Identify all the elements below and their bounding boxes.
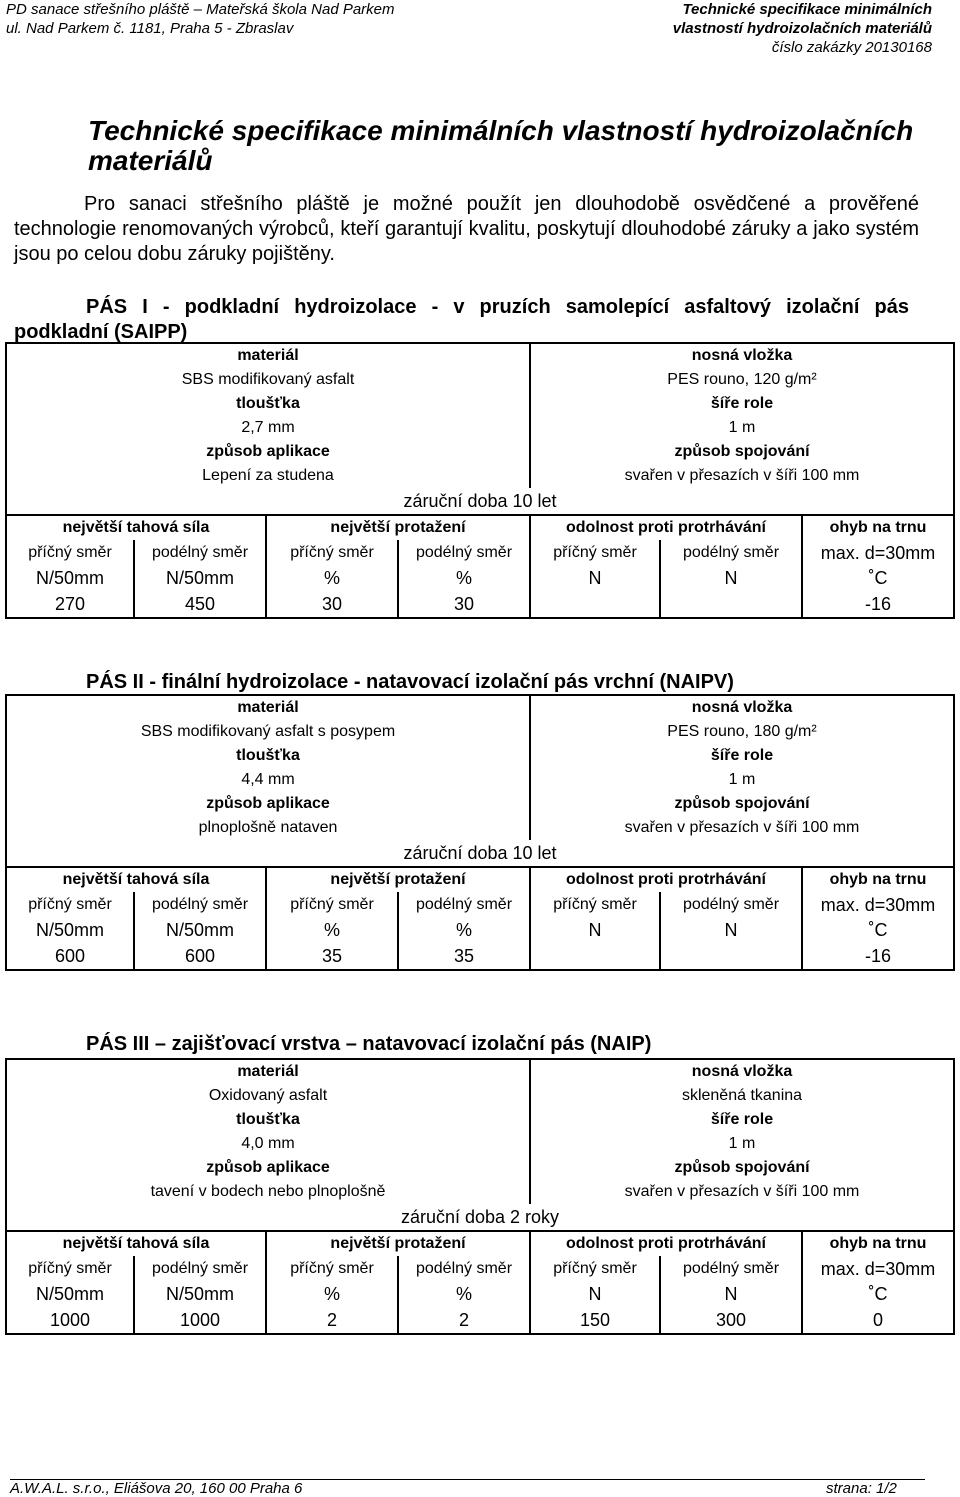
aplikace-value: tavení v bodech nebo plnoplošně	[6, 1180, 530, 1204]
aplikace-label: způsob aplikace	[6, 440, 530, 464]
protazeni-label: největší protažení	[266, 515, 530, 540]
pas2-table	[5, 694, 955, 971]
protazeni-label: největší protažení	[266, 1231, 530, 1256]
unit-percent: %	[398, 1282, 530, 1307]
unit-celsius: ˚C	[802, 566, 954, 591]
dir-podelny: podélný směr	[398, 1256, 530, 1282]
dir-pricny: příčný směr	[6, 1256, 134, 1282]
value-cell	[530, 591, 660, 618]
value-cell: 2	[398, 1307, 530, 1334]
unit-n50: N/50mm	[6, 918, 134, 943]
unit-n: N	[530, 566, 660, 591]
dir-podelny: podélný směr	[134, 1256, 266, 1282]
header-order-number: číslo zakázky 20130168	[771, 39, 932, 56]
dir-pricny: příčný směr	[6, 540, 134, 566]
page-title: Technické specifikace minimálních vlastností hydroizolačních materiálů	[88, 115, 914, 176]
unit-n50: N/50mm	[6, 566, 134, 591]
unit-percent: %	[398, 566, 530, 591]
nosna-label: nosná vložka	[530, 695, 954, 720]
value-cell: 2	[266, 1307, 398, 1334]
tloustka-label: tloušťka	[6, 392, 530, 416]
value-cell: 35	[398, 943, 530, 970]
sire-label: šíře role	[530, 744, 954, 768]
unit-n50: N/50mm	[134, 918, 266, 943]
material-label: materiál	[6, 695, 530, 720]
warranty: záruční doba 2 roky	[6, 1204, 954, 1231]
sire-label: šíře role	[530, 392, 954, 416]
header-left	[6, 0, 395, 38]
mandrel-diameter: max. d=30mm	[802, 892, 954, 918]
unit-n: N	[660, 566, 802, 591]
unit-percent: %	[266, 918, 398, 943]
dir-podelny: podélný směr	[660, 540, 802, 566]
value-cell	[660, 943, 802, 970]
header-right	[673, 0, 932, 57]
material-value: SBS modifikovaný asfalt	[6, 368, 530, 392]
ohyb-label: ohyb na trnu	[802, 1231, 954, 1256]
tloustka-value: 4,0 mm	[6, 1132, 530, 1156]
dir-pricny: příčný směr	[530, 540, 660, 566]
value-cell: 30	[398, 591, 530, 618]
pas1-table	[5, 342, 955, 619]
pas1-title-cont: podkladní (SAIPP)	[14, 321, 188, 343]
dir-pricny: příčný směr	[266, 892, 398, 918]
protazeni-label: největší protažení	[266, 867, 530, 892]
dir-pricny: příčný směr	[530, 1256, 660, 1282]
unit-percent: %	[266, 566, 398, 591]
nosna-value: PES rouno, 180 g/m²	[530, 720, 954, 744]
dir-pricny: příčný směr	[6, 892, 134, 918]
unit-celsius: ˚C	[802, 1282, 954, 1307]
footer-company: A.W.A.L. s.r.o., Eliášova 20, 160 00 Praha 6	[10, 1480, 303, 1497]
mandrel-diameter: max. d=30mm	[802, 1256, 954, 1282]
header-doc-title-2: vlastností hydroizolačních materiálů	[672, 20, 932, 37]
spojovani-label: způsob spojování	[530, 440, 954, 464]
dir-podelny: podélný směr	[134, 892, 266, 918]
value-cell: 1000	[6, 1307, 134, 1334]
footer-page-number: strana: 1/2	[826, 1480, 897, 1497]
pas3-title: PÁS III – zajišťovací vrstva – natavovací izolační pás (NAIP)	[86, 1033, 652, 1055]
nosna-label: nosná vložka	[530, 343, 954, 368]
dir-podelny: podélný směr	[660, 1256, 802, 1282]
dir-pricny: příčný směr	[266, 540, 398, 566]
value-cell: 0	[802, 1307, 954, 1334]
value-cell: -16	[802, 943, 954, 970]
value-cell: 1000	[134, 1307, 266, 1334]
value-cell	[530, 943, 660, 970]
unit-n50: N/50mm	[134, 1282, 266, 1307]
odolnost-label: odolnost proti protrhávání	[530, 515, 802, 540]
unit-n: N	[660, 1282, 802, 1307]
warranty: záruční doba 10 let	[6, 840, 954, 867]
unit-n: N	[530, 1282, 660, 1307]
dir-podelny: podélný směr	[134, 540, 266, 566]
tloustka-label: tloušťka	[6, 744, 530, 768]
material-value: SBS modifikovaný asfalt s posypem	[6, 720, 530, 744]
value-cell: 300	[660, 1307, 802, 1334]
warranty: záruční doba 10 let	[6, 488, 954, 515]
dir-pricny: příčný směr	[266, 1256, 398, 1282]
unit-percent: %	[398, 918, 530, 943]
sire-value: 1 m	[530, 1132, 954, 1156]
nosna-value: skleněná tkanina	[530, 1084, 954, 1108]
unit-n: N	[660, 918, 802, 943]
nosna-label: nosná vložka	[530, 1059, 954, 1084]
value-cell	[660, 591, 802, 618]
sire-value: 1 m	[530, 416, 954, 440]
intro-paragraph: Pro sanaci střešního pláště je možné použít jen dlouhodobě osvědčené a prověřené technologie renomovaných výrobců, kteří garantují kvalitu, poskytují dlouhodobé záruky a jako systém jsou po celou dobu záruky pojištěny.	[14, 193, 919, 265]
dir-pricny: příčný směr	[530, 892, 660, 918]
dir-podelny: podélný směr	[398, 892, 530, 918]
header-doc-title-1: Technické specifikace minimálních	[682, 1, 932, 18]
aplikace-label: způsob aplikace	[6, 792, 530, 816]
aplikace-value: plnoplošně nataven	[6, 816, 530, 840]
aplikace-value: Lepení za studena	[6, 464, 530, 488]
spojovani-value: svařen v přesazích v šíři 100 mm	[530, 1180, 954, 1204]
spojovani-value: svařen v přesazích v šíři 100 mm	[530, 464, 954, 488]
aplikace-label: způsob aplikace	[6, 1156, 530, 1180]
value-cell: 600	[6, 943, 134, 970]
dir-podelny: podélný směr	[398, 540, 530, 566]
ohyb-label: ohyb na trnu	[802, 867, 954, 892]
tahova-label: největší tahová síla	[6, 515, 266, 540]
value-cell: -16	[802, 591, 954, 618]
unit-n: N	[530, 918, 660, 943]
value-cell: 35	[266, 943, 398, 970]
unit-n50: N/50mm	[134, 566, 266, 591]
value-cell: 30	[266, 591, 398, 618]
value-cell: 270	[6, 591, 134, 618]
unit-n50: N/50mm	[6, 1282, 134, 1307]
value-cell: 150	[530, 1307, 660, 1334]
spojovani-label: způsob spojování	[530, 792, 954, 816]
sire-label: šíře role	[530, 1108, 954, 1132]
spojovani-value: svařen v přesazích v šíři 100 mm	[530, 816, 954, 840]
unit-percent: %	[266, 1282, 398, 1307]
tahova-label: největší tahová síla	[6, 1231, 266, 1256]
tloustka-value: 4,4 mm	[6, 768, 530, 792]
pas2-title: PÁS II - finální hydroizolace - natavovací izolační pás vrchní (NAIPV)	[86, 671, 734, 693]
material-label: materiál	[6, 1059, 530, 1084]
sire-value: 1 m	[530, 768, 954, 792]
ohyb-label: ohyb na trnu	[802, 515, 954, 540]
odolnost-label: odolnost proti protrhávání	[530, 867, 802, 892]
material-label: materiál	[6, 343, 530, 368]
tahova-label: největší tahová síla	[6, 867, 266, 892]
nosna-value: PES rouno, 120 g/m²	[530, 368, 954, 392]
tloustka-value: 2,7 mm	[6, 416, 530, 440]
dir-podelny: podélný směr	[660, 892, 802, 918]
odolnost-label: odolnost proti protrhávání	[530, 1231, 802, 1256]
header-project: PD sanace střešního pláště – Mateřská škola Nad Parkem	[6, 1, 395, 18]
header-address: ul. Nad Parkem č. 1181, Praha 5 - Zbraslav	[6, 20, 294, 37]
value-cell: 600	[134, 943, 266, 970]
pas1-title: PÁS I - podkladní hydroizolace - v pruzích samolepící asfaltový izolační pás	[86, 296, 909, 318]
pas3-table	[5, 1058, 955, 1335]
mandrel-diameter: max. d=30mm	[802, 540, 954, 566]
unit-celsius: ˚C	[802, 918, 954, 943]
material-value: Oxidovaný asfalt	[6, 1084, 530, 1108]
tloustka-label: tloušťka	[6, 1108, 530, 1132]
value-cell: 450	[134, 591, 266, 618]
spojovani-label: způsob spojování	[530, 1156, 954, 1180]
